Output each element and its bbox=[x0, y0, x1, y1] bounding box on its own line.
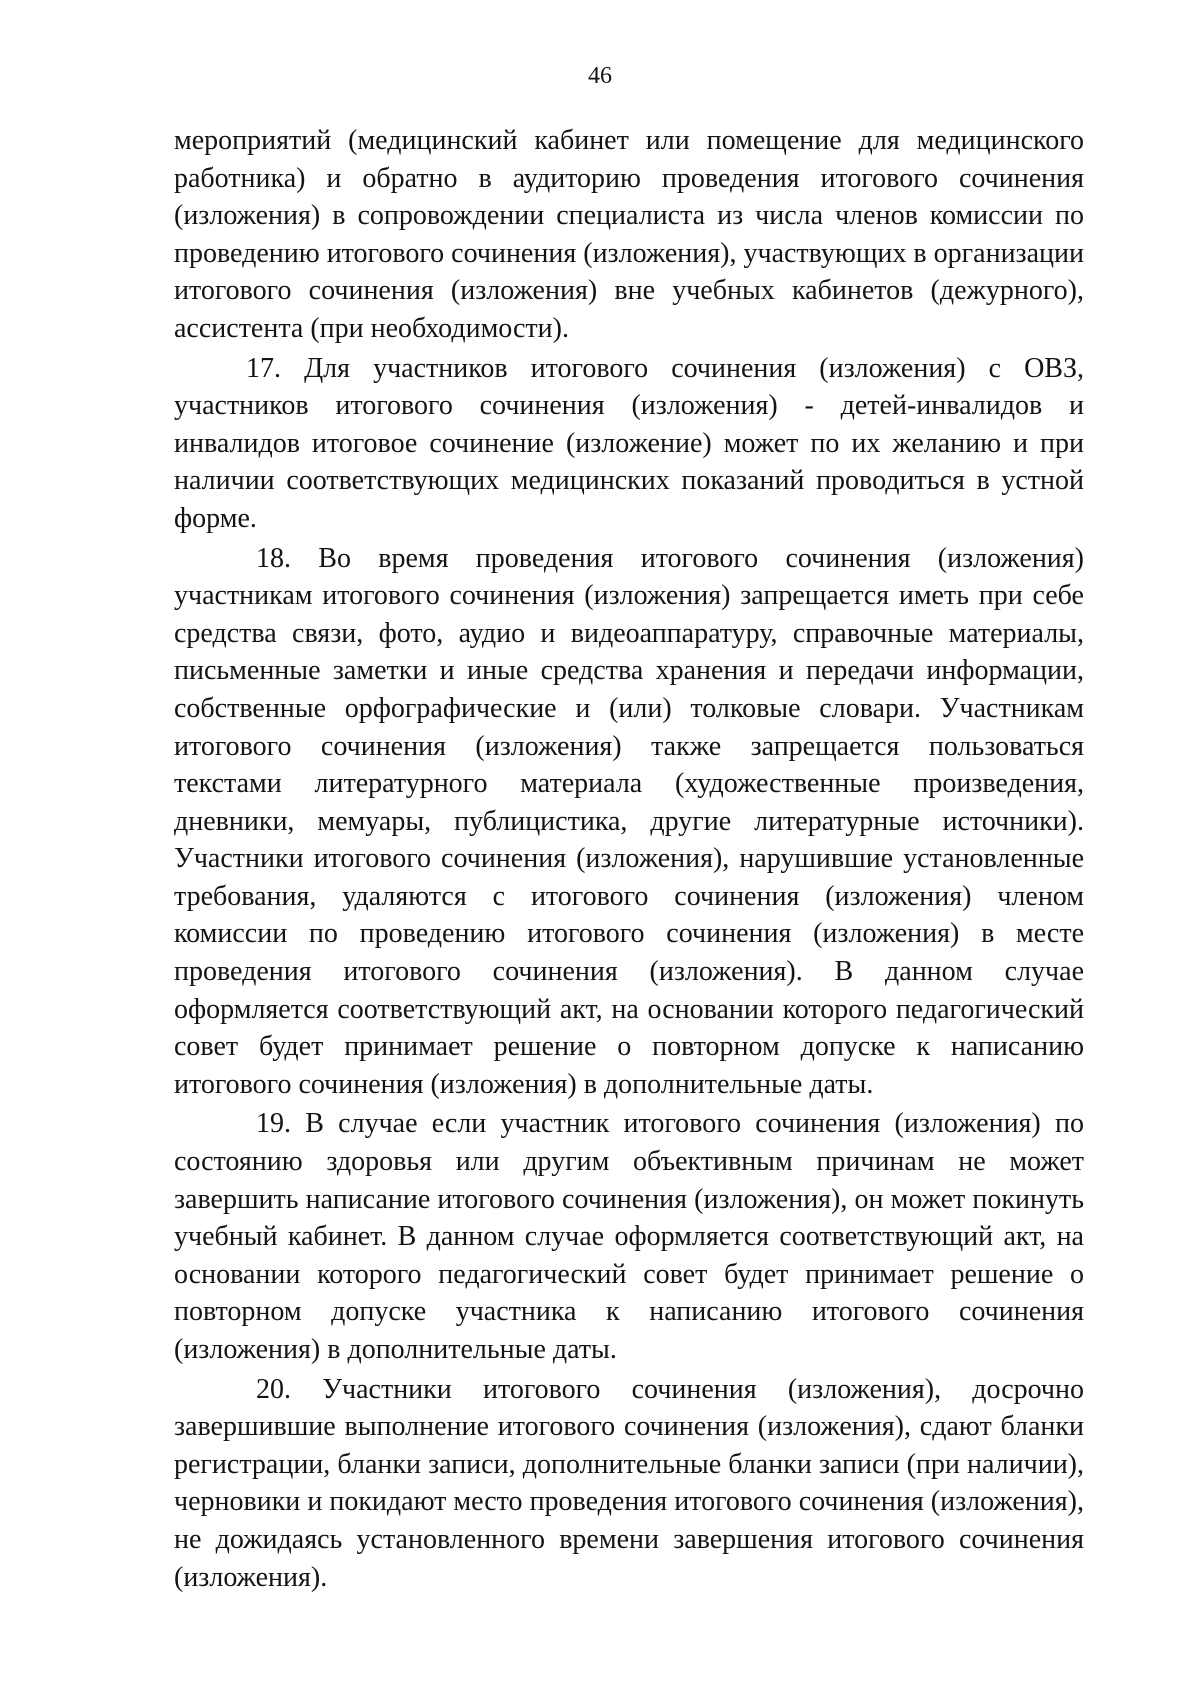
paragraph-item-20: 20. Участники итогового сочинения (изложения), досрочно завершившие выполнение итогового сочинения (изложения), сдают бланки регистрации, бланки записи, дополнительные бланки записи (при наличии), черновики и покидают место проведения итогового сочинения (изложения), не дожидаясь установленного времени завершения итогового сочинения (изложения). bbox=[174, 1373, 1084, 1593]
paragraph-item-17: 17. Для участников итогового сочинения (изложения) с ОВЗ, участников итогового сочинения (изложения) - детей-инвалидов и инвалидов итоговое сочинение (изложение) может по их желанию и при наличии соответствующих медицинских показаний проводиться в устной форме. bbox=[174, 352, 1084, 534]
paragraph-item-18: 18. Во время проведения итогового сочинения (изложения) участникам итогового сочинения (изложения) запрещается иметь при себе средства связи, фото, аудио и видеоаппаратуру, справочные материалы, письменные заметки и иные средства хранения и передачи информации, собственные орфографические и (или) толковые словари. Участникам итогового сочинения (изложения) также запрещается пользоваться текстами литературного материала (художественные произведения, дневники, мемуары, публицистика, другие литературные источники). Участники итогового сочинения (изложения), нарушившие установленные требования, удаляются с итогового сочинения (изложения) членом комиссии по проведению итогового сочинения (изложения) в месте проведения итогового сочинения (изложения). В данном случае оформляется соответствующий акт, на основании которого педагогический совет будет принимает решение о повторном допуске к написанию итогового сочинения (изложения) в дополнительные даты. bbox=[174, 542, 1084, 1100]
document-body bbox=[174, 122, 1084, 1596]
page-number: 46 bbox=[588, 63, 612, 89]
paragraph-continuation: мероприятий (медицинский кабинет или помещение для медицинского работника) и обратно в аудиторию проведения итогового сочинения (изложения) в сопровождении специалиста из числа членов комиссии по проведению итогового сочинения (изложения), участвующих в организации итогового сочинения (изложения) вне учебных кабинетов (дежурного), ассистента (при необходимости). bbox=[174, 125, 1084, 344]
paragraph-item-19: 19. В случае если участник итогового сочинения (изложения) по состоянию здоровья или другим объективным причинам не может завершить написание итогового сочинения (изложения), он может покинуть учебный кабинет. В данном случае оформляется соответствующий акт, на основании которого педагогический совет будет принимает решение о повторном допуске участника к написанию итогового сочинения (изложения) в дополнительные даты. bbox=[174, 1108, 1084, 1365]
